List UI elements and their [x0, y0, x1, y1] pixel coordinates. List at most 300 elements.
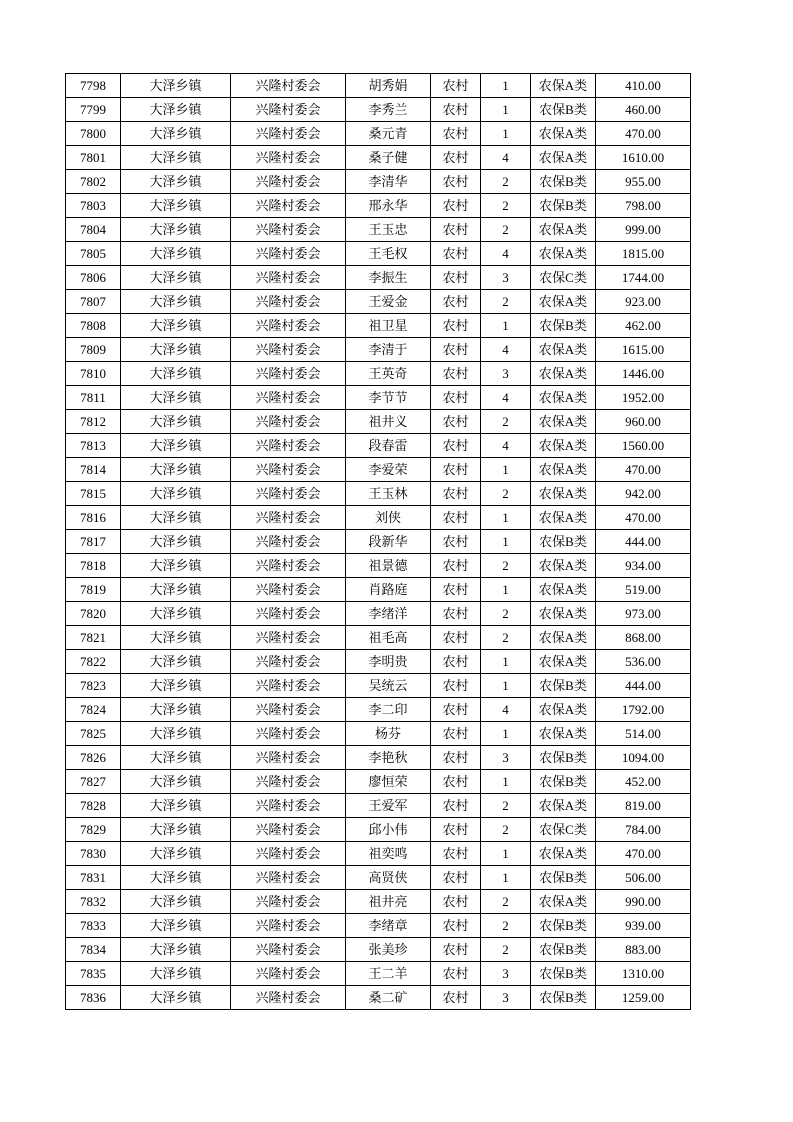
cell-town: 大泽乡镇 — [121, 122, 231, 146]
cell-amount: 536.00 — [596, 650, 691, 674]
cell-town: 大泽乡镇 — [121, 842, 231, 866]
table-row — [66, 362, 691, 386]
benefits-table — [65, 73, 691, 1010]
table-row — [66, 674, 691, 698]
cell-id: 7822 — [66, 650, 121, 674]
cell-residence: 农村 — [431, 314, 481, 338]
cell-count: 2 — [481, 794, 531, 818]
cell-residence: 农村 — [431, 890, 481, 914]
cell-town: 大泽乡镇 — [121, 722, 231, 746]
cell-name: 李振生 — [346, 266, 431, 290]
cell-town: 大泽乡镇 — [121, 938, 231, 962]
cell-name: 张美珍 — [346, 938, 431, 962]
table-row — [66, 626, 691, 650]
cell-amount: 1952.00 — [596, 386, 691, 410]
cell-town: 大泽乡镇 — [121, 386, 231, 410]
table-row — [66, 122, 691, 146]
cell-village: 兴隆村委会 — [231, 938, 346, 962]
cell-town: 大泽乡镇 — [121, 602, 231, 626]
cell-count: 2 — [481, 170, 531, 194]
cell-amount: 798.00 — [596, 194, 691, 218]
cell-town: 大泽乡镇 — [121, 458, 231, 482]
cell-id: 7817 — [66, 530, 121, 554]
cell-town: 大泽乡镇 — [121, 530, 231, 554]
cell-insurance_type: 农保A类 — [531, 794, 596, 818]
cell-insurance_type: 农保B类 — [531, 98, 596, 122]
cell-town: 大泽乡镇 — [121, 674, 231, 698]
cell-town: 大泽乡镇 — [121, 74, 231, 98]
cell-residence: 农村 — [431, 410, 481, 434]
cell-name: 王爱金 — [346, 290, 431, 314]
cell-village: 兴隆村委会 — [231, 434, 346, 458]
table-row — [66, 914, 691, 938]
cell-count: 3 — [481, 266, 531, 290]
cell-name: 杨芬 — [346, 722, 431, 746]
cell-name: 祖奕鸣 — [346, 842, 431, 866]
cell-id: 7832 — [66, 890, 121, 914]
cell-insurance_type: 农保A类 — [531, 650, 596, 674]
cell-amount: 470.00 — [596, 122, 691, 146]
cell-residence: 农村 — [431, 650, 481, 674]
cell-count: 1 — [481, 314, 531, 338]
table-row — [66, 746, 691, 770]
table-row — [66, 266, 691, 290]
cell-count: 4 — [481, 338, 531, 362]
table-row — [66, 866, 691, 890]
cell-residence: 农村 — [431, 434, 481, 458]
cell-count: 2 — [481, 626, 531, 650]
cell-town: 大泽乡镇 — [121, 890, 231, 914]
cell-village: 兴隆村委会 — [231, 746, 346, 770]
table-row — [66, 410, 691, 434]
cell-id: 7823 — [66, 674, 121, 698]
cell-town: 大泽乡镇 — [121, 794, 231, 818]
cell-id: 7806 — [66, 266, 121, 290]
cell-count: 1 — [481, 74, 531, 98]
cell-village: 兴隆村委会 — [231, 338, 346, 362]
cell-town: 大泽乡镇 — [121, 338, 231, 362]
cell-village: 兴隆村委会 — [231, 218, 346, 242]
table-row — [66, 602, 691, 626]
cell-count: 4 — [481, 386, 531, 410]
cell-town: 大泽乡镇 — [121, 698, 231, 722]
cell-count: 4 — [481, 434, 531, 458]
cell-name: 王毛权 — [346, 242, 431, 266]
table-row — [66, 434, 691, 458]
cell-id: 7833 — [66, 914, 121, 938]
cell-insurance_type: 农保B类 — [531, 530, 596, 554]
cell-residence: 农村 — [431, 482, 481, 506]
cell-name: 祖毛高 — [346, 626, 431, 650]
cell-town: 大泽乡镇 — [121, 866, 231, 890]
cell-id: 7820 — [66, 602, 121, 626]
cell-insurance_type: 农保A类 — [531, 890, 596, 914]
table-row — [66, 698, 691, 722]
cell-residence: 农村 — [431, 194, 481, 218]
cell-name: 李二印 — [346, 698, 431, 722]
cell-amount: 470.00 — [596, 506, 691, 530]
cell-id: 7801 — [66, 146, 121, 170]
cell-town: 大泽乡镇 — [121, 986, 231, 1010]
cell-count: 4 — [481, 242, 531, 266]
cell-name: 祖卫星 — [346, 314, 431, 338]
cell-id: 7829 — [66, 818, 121, 842]
cell-id: 7834 — [66, 938, 121, 962]
cell-count: 2 — [481, 410, 531, 434]
cell-amount: 973.00 — [596, 602, 691, 626]
table-row — [66, 194, 691, 218]
cell-insurance_type: 农保B类 — [531, 866, 596, 890]
cell-residence: 农村 — [431, 866, 481, 890]
cell-town: 大泽乡镇 — [121, 194, 231, 218]
cell-count: 2 — [481, 938, 531, 962]
cell-town: 大泽乡镇 — [121, 434, 231, 458]
table-row — [66, 74, 691, 98]
cell-village: 兴隆村委会 — [231, 242, 346, 266]
cell-name: 祖井亮 — [346, 890, 431, 914]
cell-name: 李艳秋 — [346, 746, 431, 770]
cell-count: 1 — [481, 506, 531, 530]
table-row — [66, 650, 691, 674]
cell-name: 高贤侠 — [346, 866, 431, 890]
cell-town: 大泽乡镇 — [121, 914, 231, 938]
cell-town: 大泽乡镇 — [121, 290, 231, 314]
table-row — [66, 938, 691, 962]
cell-residence: 农村 — [431, 722, 481, 746]
cell-village: 兴隆村委会 — [231, 626, 346, 650]
cell-amount: 1792.00 — [596, 698, 691, 722]
cell-name: 李节节 — [346, 386, 431, 410]
cell-id: 7807 — [66, 290, 121, 314]
cell-amount: 934.00 — [596, 554, 691, 578]
table-row — [66, 962, 691, 986]
cell-amount: 819.00 — [596, 794, 691, 818]
cell-residence: 农村 — [431, 122, 481, 146]
cell-count: 2 — [481, 194, 531, 218]
cell-amount: 960.00 — [596, 410, 691, 434]
cell-amount: 883.00 — [596, 938, 691, 962]
table-row — [66, 458, 691, 482]
table-row — [66, 578, 691, 602]
cell-village: 兴隆村委会 — [231, 74, 346, 98]
cell-village: 兴隆村委会 — [231, 170, 346, 194]
cell-village: 兴隆村委会 — [231, 842, 346, 866]
cell-residence: 农村 — [431, 218, 481, 242]
cell-amount: 1259.00 — [596, 986, 691, 1010]
cell-town: 大泽乡镇 — [121, 650, 231, 674]
cell-count: 4 — [481, 146, 531, 170]
cell-id: 7825 — [66, 722, 121, 746]
cell-amount: 1815.00 — [596, 242, 691, 266]
cell-name: 桑子健 — [346, 146, 431, 170]
cell-village: 兴隆村委会 — [231, 770, 346, 794]
cell-name: 王爱军 — [346, 794, 431, 818]
cell-count: 1 — [481, 722, 531, 746]
cell-residence: 农村 — [431, 986, 481, 1010]
table-row — [66, 146, 691, 170]
cell-insurance_type: 农保B类 — [531, 986, 596, 1010]
cell-residence: 农村 — [431, 746, 481, 770]
cell-village: 兴隆村委会 — [231, 482, 346, 506]
cell-amount: 470.00 — [596, 842, 691, 866]
cell-name: 刘侠 — [346, 506, 431, 530]
cell-insurance_type: 农保A类 — [531, 842, 596, 866]
cell-village: 兴隆村委会 — [231, 362, 346, 386]
cell-amount: 1094.00 — [596, 746, 691, 770]
cell-insurance_type: 农保A类 — [531, 722, 596, 746]
cell-name: 王玉忠 — [346, 218, 431, 242]
cell-id: 7821 — [66, 626, 121, 650]
cell-town: 大泽乡镇 — [121, 146, 231, 170]
cell-village: 兴隆村委会 — [231, 650, 346, 674]
cell-residence: 农村 — [431, 338, 481, 362]
cell-town: 大泽乡镇 — [121, 314, 231, 338]
cell-count: 2 — [481, 914, 531, 938]
cell-id: 7824 — [66, 698, 121, 722]
table-row — [66, 530, 691, 554]
cell-id: 7808 — [66, 314, 121, 338]
cell-village: 兴隆村委会 — [231, 890, 346, 914]
cell-insurance_type: 农保C类 — [531, 818, 596, 842]
cell-town: 大泽乡镇 — [121, 554, 231, 578]
cell-insurance_type: 农保A类 — [531, 602, 596, 626]
cell-village: 兴隆村委会 — [231, 866, 346, 890]
cell-insurance_type: 农保A类 — [531, 458, 596, 482]
table-row — [66, 554, 691, 578]
cell-name: 李绪洋 — [346, 602, 431, 626]
cell-count: 1 — [481, 866, 531, 890]
cell-id: 7804 — [66, 218, 121, 242]
cell-town: 大泽乡镇 — [121, 506, 231, 530]
cell-count: 4 — [481, 698, 531, 722]
cell-insurance_type: 农保A类 — [531, 506, 596, 530]
cell-name: 李清于 — [346, 338, 431, 362]
cell-village: 兴隆村委会 — [231, 914, 346, 938]
cell-town: 大泽乡镇 — [121, 578, 231, 602]
cell-village: 兴隆村委会 — [231, 98, 346, 122]
cell-amount: 923.00 — [596, 290, 691, 314]
cell-insurance_type: 农保A类 — [531, 290, 596, 314]
cell-village: 兴隆村委会 — [231, 458, 346, 482]
cell-amount: 460.00 — [596, 98, 691, 122]
cell-count: 1 — [481, 842, 531, 866]
cell-amount: 452.00 — [596, 770, 691, 794]
cell-count: 1 — [481, 770, 531, 794]
cell-count: 1 — [481, 458, 531, 482]
cell-name: 邢永华 — [346, 194, 431, 218]
cell-village: 兴隆村委会 — [231, 818, 346, 842]
cell-name: 胡秀娟 — [346, 74, 431, 98]
table-row — [66, 842, 691, 866]
cell-town: 大泽乡镇 — [121, 362, 231, 386]
cell-town: 大泽乡镇 — [121, 266, 231, 290]
cell-insurance_type: 农保B类 — [531, 314, 596, 338]
cell-id: 7799 — [66, 98, 121, 122]
cell-name: 李绪章 — [346, 914, 431, 938]
table-row — [66, 794, 691, 818]
cell-id: 7826 — [66, 746, 121, 770]
cell-insurance_type: 农保A类 — [531, 146, 596, 170]
cell-insurance_type: 农保B类 — [531, 170, 596, 194]
cell-residence: 农村 — [431, 794, 481, 818]
cell-amount: 939.00 — [596, 914, 691, 938]
table-row — [66, 722, 691, 746]
cell-town: 大泽乡镇 — [121, 482, 231, 506]
table-row — [66, 218, 691, 242]
cell-count: 1 — [481, 674, 531, 698]
cell-name: 桑二矿 — [346, 986, 431, 1010]
cell-count: 1 — [481, 578, 531, 602]
cell-insurance_type: 农保B类 — [531, 194, 596, 218]
cell-village: 兴隆村委会 — [231, 266, 346, 290]
cell-id: 7814 — [66, 458, 121, 482]
cell-village: 兴隆村委会 — [231, 698, 346, 722]
cell-insurance_type: 农保A类 — [531, 482, 596, 506]
table-row — [66, 290, 691, 314]
cell-town: 大泽乡镇 — [121, 170, 231, 194]
table-row — [66, 986, 691, 1010]
cell-village: 兴隆村委会 — [231, 962, 346, 986]
cell-amount: 514.00 — [596, 722, 691, 746]
cell-id: 7818 — [66, 554, 121, 578]
cell-name: 肖路庭 — [346, 578, 431, 602]
cell-count: 2 — [481, 290, 531, 314]
cell-id: 7810 — [66, 362, 121, 386]
table-row — [66, 338, 691, 362]
cell-amount: 470.00 — [596, 458, 691, 482]
cell-insurance_type: 农保A类 — [531, 362, 596, 386]
cell-insurance_type: 农保A类 — [531, 410, 596, 434]
cell-village: 兴隆村委会 — [231, 986, 346, 1010]
cell-residence: 农村 — [431, 98, 481, 122]
cell-residence: 农村 — [431, 914, 481, 938]
cell-name: 祖井义 — [346, 410, 431, 434]
cell-insurance_type: 农保C类 — [531, 266, 596, 290]
cell-village: 兴隆村委会 — [231, 410, 346, 434]
table-row — [66, 170, 691, 194]
cell-insurance_type: 农保A类 — [531, 242, 596, 266]
cell-id: 7803 — [66, 194, 121, 218]
cell-residence: 农村 — [431, 818, 481, 842]
cell-count: 1 — [481, 650, 531, 674]
cell-insurance_type: 农保A类 — [531, 698, 596, 722]
cell-residence: 农村 — [431, 146, 481, 170]
cell-amount: 999.00 — [596, 218, 691, 242]
cell-name: 李清华 — [346, 170, 431, 194]
cell-insurance_type: 农保A类 — [531, 338, 596, 362]
cell-amount: 444.00 — [596, 674, 691, 698]
cell-count: 2 — [481, 482, 531, 506]
cell-village: 兴隆村委会 — [231, 194, 346, 218]
cell-village: 兴隆村委会 — [231, 146, 346, 170]
cell-count: 1 — [481, 122, 531, 146]
cell-count: 1 — [481, 98, 531, 122]
cell-village: 兴隆村委会 — [231, 530, 346, 554]
cell-residence: 农村 — [431, 626, 481, 650]
cell-village: 兴隆村委会 — [231, 554, 346, 578]
cell-name: 段新华 — [346, 530, 431, 554]
cell-residence: 农村 — [431, 170, 481, 194]
table-row — [66, 98, 691, 122]
cell-town: 大泽乡镇 — [121, 242, 231, 266]
cell-count: 2 — [481, 218, 531, 242]
cell-count: 1 — [481, 530, 531, 554]
cell-insurance_type: 农保A类 — [531, 626, 596, 650]
cell-name: 段春雷 — [346, 434, 431, 458]
cell-village: 兴隆村委会 — [231, 314, 346, 338]
cell-amount: 1310.00 — [596, 962, 691, 986]
cell-residence: 农村 — [431, 386, 481, 410]
cell-amount: 1610.00 — [596, 146, 691, 170]
cell-insurance_type: 农保B类 — [531, 746, 596, 770]
cell-id: 7812 — [66, 410, 121, 434]
table-row — [66, 890, 691, 914]
cell-village: 兴隆村委会 — [231, 794, 346, 818]
cell-id: 7802 — [66, 170, 121, 194]
table-row — [66, 314, 691, 338]
cell-insurance_type: 农保B类 — [531, 674, 596, 698]
cell-amount: 462.00 — [596, 314, 691, 338]
cell-insurance_type: 农保B类 — [531, 938, 596, 962]
cell-id: 7836 — [66, 986, 121, 1010]
cell-residence: 农村 — [431, 290, 481, 314]
cell-insurance_type: 农保A类 — [531, 122, 596, 146]
table-row — [66, 386, 691, 410]
table-body — [66, 74, 691, 1010]
cell-id: 7809 — [66, 338, 121, 362]
cell-amount: 1615.00 — [596, 338, 691, 362]
cell-amount: 1446.00 — [596, 362, 691, 386]
cell-residence: 农村 — [431, 962, 481, 986]
cell-village: 兴隆村委会 — [231, 122, 346, 146]
cell-village: 兴隆村委会 — [231, 602, 346, 626]
cell-residence: 农村 — [431, 698, 481, 722]
cell-amount: 1744.00 — [596, 266, 691, 290]
cell-insurance_type: 农保A类 — [531, 74, 596, 98]
cell-residence: 农村 — [431, 842, 481, 866]
cell-name: 王玉林 — [346, 482, 431, 506]
cell-residence: 农村 — [431, 578, 481, 602]
cell-amount: 955.00 — [596, 170, 691, 194]
cell-count: 3 — [481, 362, 531, 386]
cell-town: 大泽乡镇 — [121, 818, 231, 842]
cell-insurance_type: 农保A类 — [531, 578, 596, 602]
cell-insurance_type: 农保A类 — [531, 386, 596, 410]
cell-residence: 农村 — [431, 506, 481, 530]
cell-id: 7813 — [66, 434, 121, 458]
cell-amount: 410.00 — [596, 74, 691, 98]
cell-id: 7828 — [66, 794, 121, 818]
cell-count: 2 — [481, 818, 531, 842]
cell-count: 2 — [481, 602, 531, 626]
cell-id: 7819 — [66, 578, 121, 602]
cell-residence: 农村 — [431, 938, 481, 962]
cell-count: 3 — [481, 986, 531, 1010]
cell-count: 2 — [481, 554, 531, 578]
cell-name: 邱小伟 — [346, 818, 431, 842]
cell-residence: 农村 — [431, 362, 481, 386]
cell-amount: 1560.00 — [596, 434, 691, 458]
cell-residence: 农村 — [431, 266, 481, 290]
cell-insurance_type: 农保A类 — [531, 554, 596, 578]
cell-name: 王二羊 — [346, 962, 431, 986]
cell-name: 李爱荣 — [346, 458, 431, 482]
cell-id: 7811 — [66, 386, 121, 410]
cell-village: 兴隆村委会 — [231, 674, 346, 698]
cell-id: 7798 — [66, 74, 121, 98]
cell-id: 7800 — [66, 122, 121, 146]
cell-residence: 农村 — [431, 458, 481, 482]
